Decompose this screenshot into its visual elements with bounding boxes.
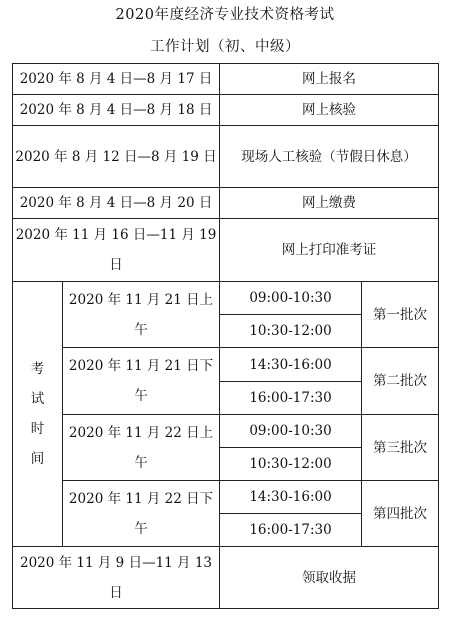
table-row: [13, 415, 439, 448]
table-row: [13, 64, 439, 95]
task-cell: 网上打印准考证: [220, 219, 439, 282]
time-slot-cell: 16:00-17:30: [220, 382, 362, 415]
time-slot-cell: 14:30-16:00: [220, 348, 362, 382]
exam-date-cell: 2020 年 11 月 22 日上午: [63, 415, 220, 481]
exam-date-cell: 2020 年 11 月 21 日上午: [63, 282, 220, 348]
document-subtitle: 工作计划（初、中级）: [150, 39, 300, 55]
task-cell: 网上报名: [220, 64, 439, 95]
time-slot-cell: 10:30-12:00: [220, 315, 362, 348]
batch-cell: 第一批次: [362, 282, 439, 348]
date-cell: 2020 年 11 月 9 日—11 月 13 日: [13, 547, 220, 609]
batch-cell: 第四批次: [362, 481, 439, 547]
time-slot-cell: 14:30-16:00: [220, 481, 362, 514]
table-row: [13, 219, 439, 282]
exam-time-label: 考 试 时 间: [13, 282, 63, 547]
date-cell: 2020 年 8 月 4 日—8 月 17 日: [13, 64, 220, 95]
time-slot-cell: 09:00-10:30: [220, 282, 362, 315]
exam-date-cell: 2020 年 11 月 21 日下午: [63, 348, 220, 415]
date-cell: 2020 年 8 月 4 日—8 月 20 日: [13, 188, 220, 219]
table-row: [13, 95, 439, 126]
time-slot-cell: 16:00-17:30: [220, 514, 362, 547]
batch-cell: 第二批次: [362, 348, 439, 415]
date-cell: 2020 年 11 月 16 日—11 月 19 日: [13, 219, 220, 282]
table-row: [13, 547, 439, 609]
task-cell: 网上缴费: [220, 188, 439, 219]
date-cell: 2020 年 8 月 12 日—8 月 19 日: [13, 126, 220, 188]
time-slot-cell: 09:00-10:30: [220, 415, 362, 448]
table-row: [13, 282, 439, 315]
table-row: [13, 348, 439, 382]
table-row: [13, 126, 439, 188]
schedule-table: [12, 63, 439, 609]
document-title: 2020年度经济专业技术资格考试: [115, 7, 335, 23]
task-cell: 现场人工核验（节假日休息）: [220, 126, 439, 188]
date-cell: 2020 年 8 月 4 日—8 月 18 日: [13, 95, 220, 126]
task-cell: 领取收据: [220, 547, 439, 609]
exam-date-cell: 2020 年 11 月 22 日下午: [63, 481, 220, 547]
table-row: [13, 481, 439, 514]
table-row: [13, 188, 439, 219]
time-slot-cell: 10:30-12:00: [220, 448, 362, 481]
batch-cell: 第三批次: [362, 415, 439, 481]
task-cell: 网上核验: [220, 95, 439, 126]
